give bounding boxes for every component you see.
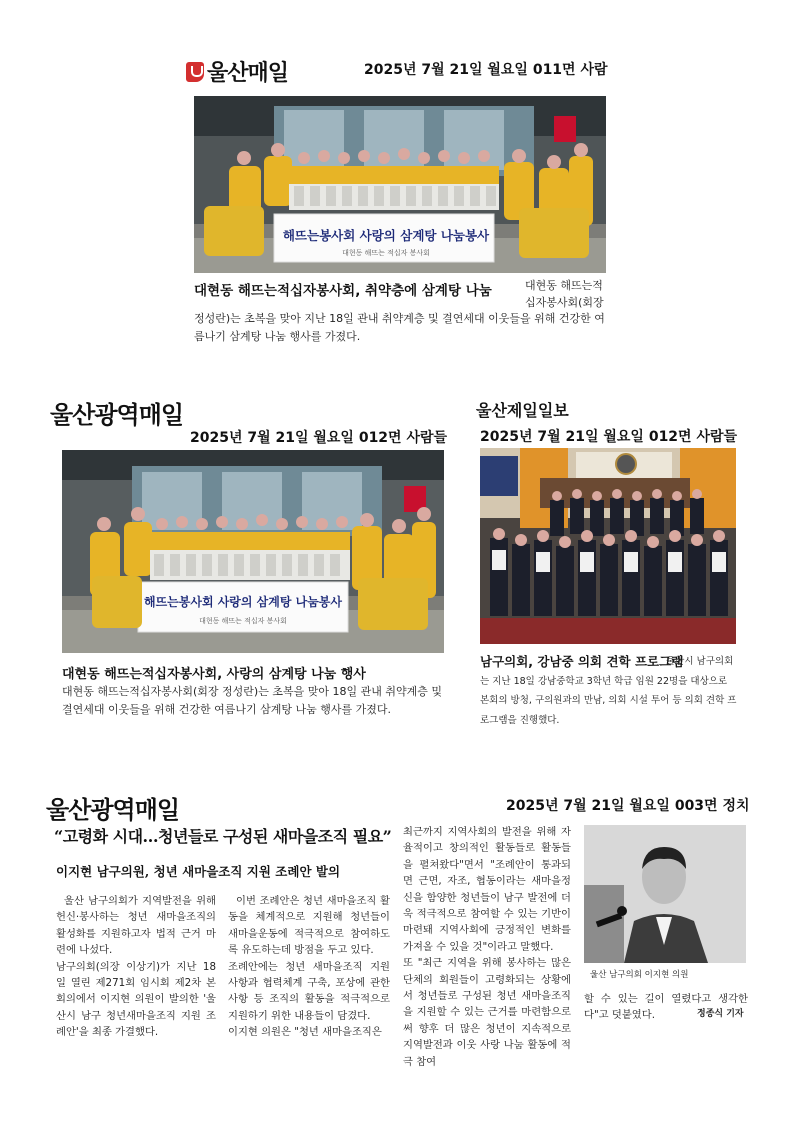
banner-text: 해뜨는봉사회 사랑의 삼계탕 나눔봉사 [282,228,490,243]
council-visit-photo [480,448,736,644]
dateline: 2025년 7월 21일 월요일 012면 사람들 [480,429,738,445]
article-headline: “고령화 시대…청년들로 구성된 새마을조직 필요” [54,827,392,846]
portrait-photo [584,825,746,963]
paper-logo: 울산제일일보 [476,401,569,420]
photo-caption: 울산 남구의회 이지현 의원 [590,970,689,980]
article-column: 이번 조례안은 청년 새마을조직 활동을 체계적으로 지원해 청년들이 새마을운동에 적극적으로 참여하도록 유도하는데 방점을 두고 있다. 조례안에는 청년 새마을조직 지원 사항과 협력체계 구축, 포상에 관한 사항 등 조직의 활동을 적극적으로 지원하기 위한 내용들이 담겼다. 이지현 의원은 "청년 새마을조직은 [228,895,390,1039]
paper-logo [186,56,288,87]
article-body: 울산시 남구의회는 지난 18일 강남중학교 3학년 학급 임원 22명을 대상으로 본회의 방청, 구의원과의 만남, 의회 시설 투어 등 의회 견학 프로그램을 진행했다. [480,656,737,726]
group-volunteer-photo [194,96,606,273]
article-column: 할 수 있는 길이 열렸다고 생각한다"고 덧붙였다. [584,993,748,1022]
article-column: 최근까지 지역사회의 발전을 위해 자율적이고 창의적인 활동들로 활동들을 펼쳐왔다"면서 "조례안이 통과되면 근면, 자조, 협동이라는 새마을정신을 함양한 청년들이 남구 발전에 더욱 적극적으로 참여할 수 있는 기반이 마련돼 지역사회에 긍정적인 변화를 가져올 수 있을 것"이라고 말했다. 또 "최근 지역을 위해 봉사하는 많은 단체의 회원들이 고령화되는 상황에서 청년들로 구성된 청년 새마을조직을 지원할 수 있는 근거를 마련함으로써 향후 더 많은 청년이 지속적으로 지역발전과 이웃 사랑 나눔 활동에 적극 참여 [403,826,571,1068]
news-photo [584,825,746,963]
article-headline: 남구의회, 강남중 의회 견학 프로그램 [480,654,684,669]
article-subhead: 이지현 남구의원, 청년 새마을조직 지원 조례안 발의 [56,864,341,879]
news-photo [480,448,736,644]
article-headline: 대현동 해뜨는적십자봉사회, 취약층에 삼계탕 나눔 [194,283,492,299]
paper-logo: 울산광역매일 [46,796,180,824]
dateline: 2025년 7월 21일 월요일 003면 정치 [506,798,750,814]
article-body: 정성란)는 초복을 맞아 지난 18일 관내 취약계층 및 결연세대 이웃들을 위해 건강한 여름나기 삼계탕 나눔 행사를 가졌다. [194,312,605,343]
dateline: 2025년 7월 21일 월요일 011면 사람 [364,62,608,78]
banner-text: 해뜨는봉사회 사랑의 삼계탕 나눔봉사 [143,595,342,609]
article-headline: 대현동 해뜨는적십자봉사회, 사랑의 삼계탕 나눔 행사 [62,667,366,682]
banner-subtext: 대현동 해뜨는 적십자 봉사회 [199,617,287,625]
news-photo [62,450,444,653]
ulsanmaeil-logo-icon [186,62,204,82]
article-body: 대현동 해뜨는적십자봉사회(회장 정성란)는 초복을 맞아 18일 관내 취약계층 및 결연세대 이웃들을 위해 건강한 여름나기 삼계탕 나눔 행사를 가졌다. [62,685,442,716]
paper-name: 울산매일 [207,61,289,86]
byline: 정종식 기자 [697,1009,744,1019]
paper-logo: 울산광역매일 [50,401,184,429]
news-photo [194,96,606,273]
banner-subtext: 대현동 해뜨는 적십자 봉사회 [342,249,430,257]
article-lead: 대현동 해뜨는적 십자봉사회(회장 [525,279,604,309]
article-column: 울산 남구의회가 지역발전을 위해 헌신·봉사하는 청년 새마을조직의 활성화를 지원하고자 법적 근거 마련에 나섰다. 남구의회(의장 이상기)가 지난 18일 열린 제271회 임시회 제2차 본회의에서 이지현 의원이 발의한 '울산시 남구 청년새마을조직 지원 조례안'을 최종 가결했다. [56,895,216,1039]
dateline: 2025년 7월 21일 월요일 012면 사람들 [190,430,448,446]
